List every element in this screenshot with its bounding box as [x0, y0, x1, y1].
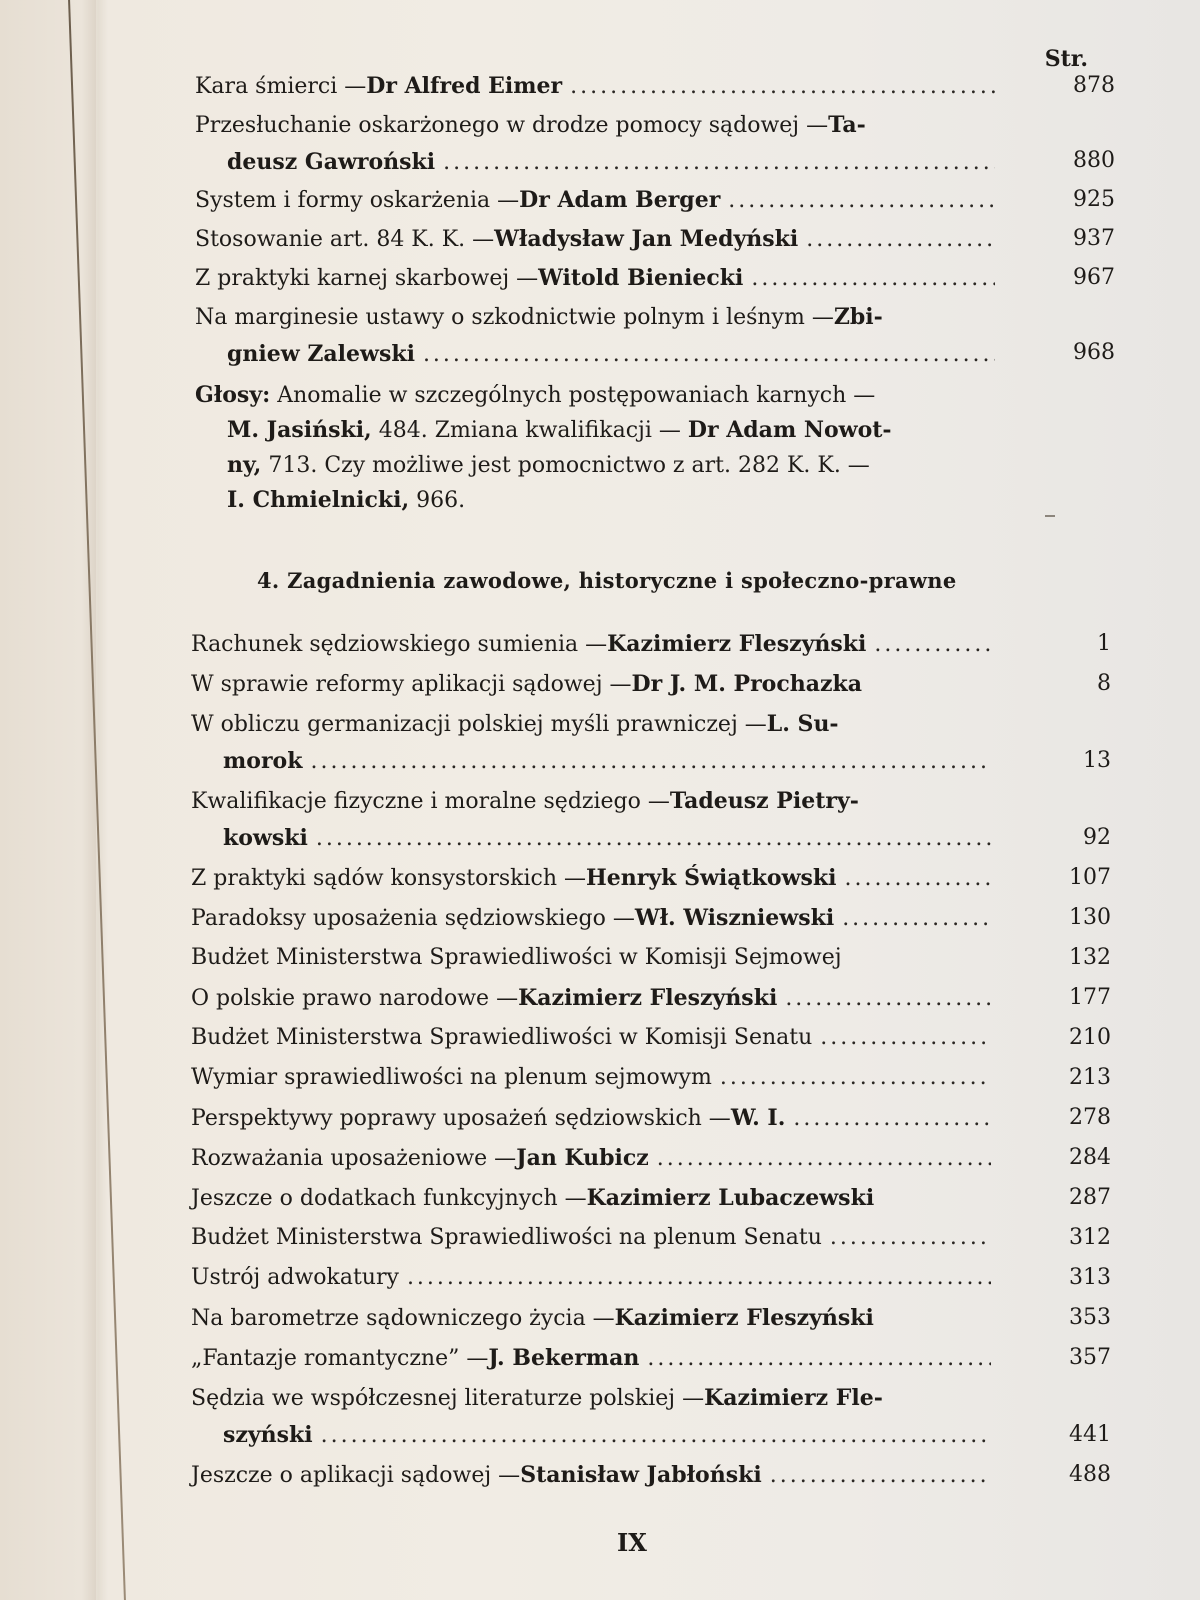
dot-leader	[570, 69, 995, 105]
entry-title: Sędzia we współczesnej literaturze polskiej —	[191, 1386, 705, 1411]
entry-title: W sprawie reformy aplikacji sądowej —	[191, 672, 632, 697]
toc-entry	[191, 1180, 1111, 1217]
table-of-contents-page	[185, 40, 1115, 1580]
dot-leader	[423, 337, 995, 373]
entry-title: W obliczu germanizacji polskiej myśli prawniczej —	[191, 712, 767, 737]
entry-page-number: 8	[1097, 671, 1111, 696]
entry-page-number: 968	[1073, 340, 1115, 365]
glosy-label: Głosy:	[195, 382, 271, 408]
entry-title: Budżet Ministerstwa Sprawiedliwości w Komisji Sejmowej	[191, 945, 842, 970]
dot-leader	[785, 981, 991, 1017]
glosy-author: Dr Adam Nowot-	[687, 417, 892, 443]
entry-page-number: 278	[1069, 1105, 1111, 1130]
entry-page-number: 284	[1069, 1145, 1111, 1170]
toc-entry	[195, 221, 1115, 258]
entry-author: Jan Kubicz	[516, 1145, 649, 1171]
glosy-text: 713. Czy możliwe jest pomocnictwo z art. 282 K. K. —	[261, 453, 870, 478]
entry-author: gniew Zalewski	[227, 341, 415, 367]
page-column-label: Str.	[1044, 46, 1088, 72]
dot-leader	[770, 1458, 991, 1494]
entry-page-number: 441	[1069, 1422, 1111, 1447]
toc-entry	[191, 1380, 1111, 1454]
toc-entry	[195, 260, 1115, 297]
entry-title: Stosowanie art. 84 K. K. —	[195, 227, 495, 252]
entry-title: Wymiar sprawiedliwości na plenum sejmowym	[191, 1065, 712, 1090]
entry-author: Kazimierz Fleszyński	[607, 631, 867, 657]
entry-title: System i formy oskarżenia —	[195, 188, 520, 213]
entry-page-number: 880	[1073, 148, 1115, 173]
entry-title: O polskie prawo narodowe —	[191, 986, 519, 1011]
page-folio: IX	[617, 1528, 647, 1557]
dot-leader	[845, 861, 991, 897]
entry-author: Kazimierz Lubaczewski	[586, 1185, 875, 1211]
dot-leader	[874, 627, 991, 663]
margin-mark	[1045, 515, 1055, 517]
toc-entry	[195, 68, 1115, 105]
entry-title: Rozważania uposażeniowe —	[191, 1146, 517, 1171]
entry-title: Przesłuchanie oskarżonego w drodze pomocy sądowej —	[195, 113, 829, 138]
entry-author: Wł. Wiszniewski	[634, 905, 835, 931]
entry-title: Budżet Ministerstwa Sprawiedliwości na plenum Senatu	[191, 1225, 822, 1250]
dot-leader	[321, 1418, 991, 1454]
dot-leader	[316, 821, 991, 857]
entry-title: Jeszcze o aplikacji sądowej —	[191, 1463, 521, 1488]
entry-author: Kazimierz Fleszyński	[518, 985, 778, 1011]
entry-page-number: 312	[1069, 1225, 1111, 1250]
dot-leader	[720, 1060, 991, 1096]
entry-page-number: 967	[1073, 265, 1115, 290]
toc-entry	[191, 1340, 1111, 1377]
entry-title: Kara śmierci —	[195, 74, 367, 99]
section-heading: 4. Zagadnienia zawodowe, historyczne i społeczno-prawne	[257, 568, 957, 593]
entry-author: J. Bekerman	[488, 1345, 640, 1371]
entry-author: kowski	[223, 825, 308, 851]
entry-title: Perspektywy poprawy uposażeń sędziowskich —	[191, 1106, 731, 1131]
toc-entry	[191, 900, 1111, 937]
entry-author: L. Su-	[766, 711, 839, 737]
dot-leader	[751, 261, 995, 297]
dot-leader	[657, 1141, 991, 1177]
entry-page-number: 213	[1069, 1065, 1111, 1090]
entry-author: Zbi-	[833, 304, 883, 330]
entry-title: Paradoksy uposażenia sędziowskiego —	[191, 906, 635, 931]
entry-author: deusz Gawroński	[227, 149, 436, 175]
entry-title: Z praktyki karnej skarbowej —	[195, 266, 539, 291]
left-page-gutter	[0, 0, 96, 1600]
entry-page-number: 878	[1073, 73, 1115, 98]
entry-page-number: 132	[1069, 945, 1111, 970]
entry-author: Ta-	[828, 112, 866, 138]
toc-entry	[191, 1220, 1111, 1256]
entry-title: Z praktyki sądów konsystorskich —	[191, 866, 587, 891]
entry-author: W. I.	[730, 1105, 786, 1131]
dot-leader	[830, 1220, 991, 1256]
toc-entry	[191, 980, 1111, 1017]
dot-leader	[793, 1101, 991, 1137]
glosy-text: 484. Zmiana kwalifikacji —	[371, 418, 688, 443]
entry-page-number: 107	[1069, 865, 1111, 890]
toc-entry	[191, 706, 1111, 780]
toc-entry	[195, 182, 1115, 219]
toc-entry	[191, 1020, 1111, 1056]
entry-author: Stanisław Jabłoński	[520, 1462, 762, 1488]
entry-author: Henryk Świątkowski	[586, 865, 837, 891]
toc-entry	[191, 940, 1111, 976]
entry-author: Dr Alfred Eimer	[366, 73, 563, 99]
entry-author: morok	[223, 748, 303, 774]
entry-title: Jeszcze o dodatkach funkcyjnych —	[191, 1186, 587, 1211]
entry-page-number: 937	[1073, 226, 1115, 251]
entry-page-number: 1	[1097, 631, 1111, 656]
glosy-author: M. Jasiński,	[227, 417, 372, 443]
entry-page-number: 210	[1069, 1025, 1111, 1050]
toc-entry	[191, 626, 1111, 663]
dot-leader	[820, 1020, 991, 1056]
entry-page-number: 357	[1069, 1345, 1111, 1370]
entry-author: szyński	[223, 1422, 313, 1448]
entry-page-number: 177	[1069, 985, 1111, 1010]
entry-author: Kazimierz Fleszyński	[614, 1305, 874, 1331]
toc-entry	[191, 1260, 1111, 1296]
dot-leader	[443, 145, 995, 181]
dot-leader	[806, 222, 995, 258]
glosy-author: ny,	[227, 452, 262, 478]
entry-author: Władysław Jan Medyński	[494, 226, 799, 252]
toc-entry	[195, 107, 1115, 181]
dot-leader	[842, 901, 991, 937]
toc-entry	[191, 1300, 1111, 1337]
entry-page-number: 925	[1073, 187, 1115, 212]
entry-page-number: 92	[1083, 825, 1111, 850]
dot-leader	[647, 1341, 991, 1377]
entry-title: Na marginesie ustawy o szkodnictwie polnym i leśnym —	[195, 305, 834, 330]
toc-entry	[191, 783, 1111, 857]
entry-title: Budżet Ministerstwa Sprawiedliwości w Komisji Senatu	[191, 1025, 813, 1050]
entry-author: Tadeusz Pietry-	[669, 788, 859, 814]
entry-page-number: 287	[1069, 1185, 1111, 1210]
glosy-paragraph	[195, 378, 995, 518]
toc-entry	[191, 860, 1111, 897]
entry-author: Kazimierz Fle-	[704, 1385, 883, 1411]
entry-page-number: 13	[1083, 748, 1111, 773]
entry-page-number: 353	[1069, 1305, 1111, 1330]
glosy-author: I. Chmielnicki,	[227, 487, 410, 513]
entry-page-number: 488	[1069, 1462, 1111, 1487]
entry-title: Ustrój adwokatury	[191, 1265, 399, 1290]
toc-entry	[191, 1100, 1111, 1137]
entry-title: Rachunek sędziowskiego sumienia —	[191, 632, 608, 657]
toc-entry	[191, 1457, 1111, 1494]
toc-entry	[191, 666, 1111, 703]
entry-author: Dr J. M. Prochazka	[631, 671, 862, 697]
entry-page-number: 313	[1069, 1265, 1111, 1290]
toc-entry	[191, 1140, 1111, 1177]
glosy-text: Anomalie w szczególnych postępowaniach karnych —	[270, 383, 876, 408]
toc-entry	[191, 1060, 1111, 1096]
entry-title: „Fantazje romantyczne” —	[191, 1346, 489, 1371]
entry-author: Witold Bieniecki	[538, 265, 744, 291]
entry-page-number: 130	[1069, 905, 1111, 930]
entry-author: Dr Adam Berger	[519, 187, 721, 213]
glosy-text: 966.	[409, 488, 466, 513]
dot-leader	[310, 744, 991, 780]
toc-entry	[195, 299, 1115, 373]
entry-title: Na barometrze sądowniczego życia —	[191, 1306, 615, 1331]
entry-title: Kwalifikacje fizyczne i moralne sędziego —	[191, 789, 670, 814]
dot-leader	[407, 1260, 991, 1296]
dot-leader	[728, 183, 995, 219]
